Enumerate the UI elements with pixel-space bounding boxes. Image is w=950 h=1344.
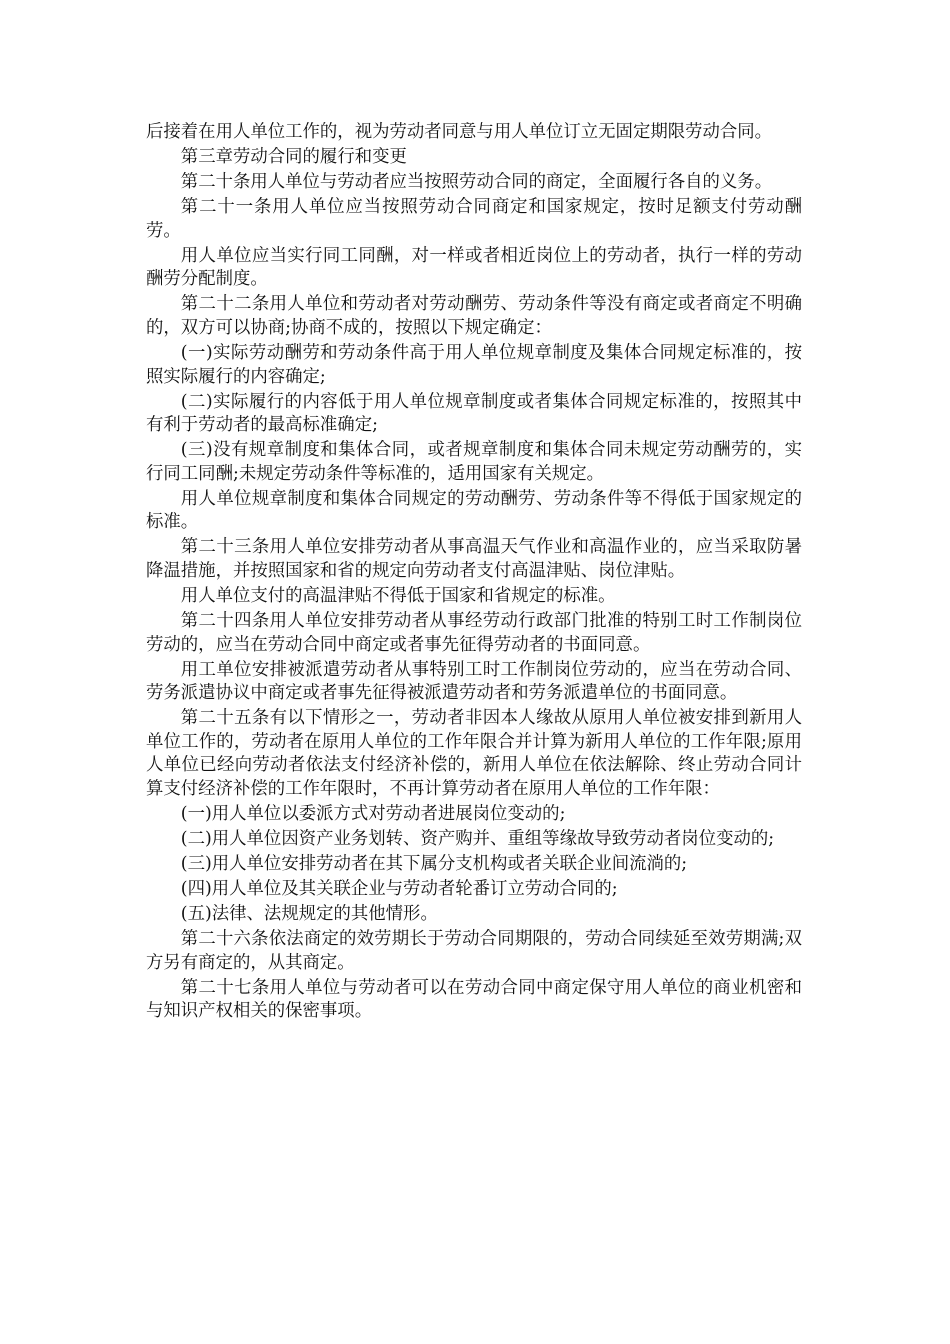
article-22-item-2: (二)实际履行的内容低于用人单位规章制度或者集体合同规定标准的，按照其中有利于劳动者的最高标准确定; xyxy=(146,391,802,436)
article-24-clause-2: 用工单位安排被派遣劳动者从事特别工时工作制岗位劳动的，应当在劳动合同、劳务派遣协议中商定或者事先征得被派遣劳动者和劳务派遣单位的书面同意。 xyxy=(146,659,802,704)
article-22: 第二十二条用人单位和劳动者对劳动酬劳、劳动条件等没有商定或者商定不明确的，双方可以协商;协商不成的，按照以下规定确定： xyxy=(146,294,802,338)
article-25-item-4: (四)用人单位及其关联企业与劳动者轮番订立劳动合同的; xyxy=(180,879,618,900)
paragraph-1: 后接着在用人单位工作的，视为劳动者同意与用人单位订立无固定期限劳动合同。 xyxy=(146,122,773,142)
article-21-clause-2: 用人单位应当实行同工同酬，对一样或者相近岗位上的劳动者，执行一样的劳动酬劳分配制度。 xyxy=(146,245,802,290)
article-25: 第二十五条有以下情形之一，劳动者非因本人缘故从原用人单位被安排到新用人单位工作的，劳动者在原用人单位的工作年限合并计算为新用人单位的工作年限;原用人单位已经向劳动者依法支付经济补偿的，新用人单位在依法解除、终止劳动合同计算支付经济补偿的工作年限时，不再计算劳动者在原用人单位的工作年限： xyxy=(146,708,802,799)
article-20: 第二十条用人单位与劳动者应当按照劳动合同的商定，全面履行各自的义务。 xyxy=(180,172,773,193)
document-page xyxy=(146,121,802,1026)
article-23-clause-2: 用人单位支付的高温津贴不得低于国家和省规定的标准。 xyxy=(180,586,616,607)
article-22-item-1: (一)实际劳动酬劳和劳动条件高于用人单位规章制度及集体合同规定标准的，按照实际履行的内容确定; xyxy=(146,343,802,387)
article-25-item-3: (三)用人单位安排劳动者在其下属分支机构或者关联企业间流淌的; xyxy=(180,854,688,875)
article-25-item-5: (五)法律、法规规定的其他情形。 xyxy=(180,904,438,925)
article-22-clause-2: 用人单位规章制度和集体合同规定的劳动酬劳、劳动条件等不得低于国家规定的标准。 xyxy=(146,488,802,533)
article-24: 第二十四条用人单位安排劳动者从事经劳动行政部门批准的特别工时工作制岗位劳动的，应当在劳动合同中商定或者事先征得劳动者的书面同意。 xyxy=(146,611,802,655)
article-25-item-2: (二)用人单位因资产业务划转、资产购并、重组等缘故导致劳动者岗位变动的; xyxy=(180,829,775,849)
article-21: 第二十一条用人单位应当按照劳动合同商定和国家规定，按时足额支付劳动酬劳。 xyxy=(146,197,802,241)
chapter-heading: 第三章劳动合同的履行和变更 xyxy=(180,147,407,168)
article-25-item-1: (一)用人单位以委派方式对劳动者进展岗位变动的; xyxy=(180,803,566,824)
article-26: 第二十六条依法商定的效劳期长于劳动合同期限的，劳动合同续延至效劳期满;双方另有商定的，从其商定。 xyxy=(146,929,802,973)
article-23: 第二十三条用人单位安排劳动者从事高温天气作业和高温作业的，应当采取防暑降温措施，并按照国家和省的规定向劳动者支付高温津贴、岗位津贴。 xyxy=(146,537,802,581)
article-27: 第二十七条用人单位与劳动者可以在劳动合同中商定保守用人单位的商业机密和与知识产权相关的保密事项。 xyxy=(146,977,802,1022)
article-22-item-3: (三)没有规章制度和集体合同，或者规章制度和集体合同未规定劳动酬劳的，实行同工同酬;未规定劳动条件等标准的，适用国家有关规定。 xyxy=(146,440,802,484)
